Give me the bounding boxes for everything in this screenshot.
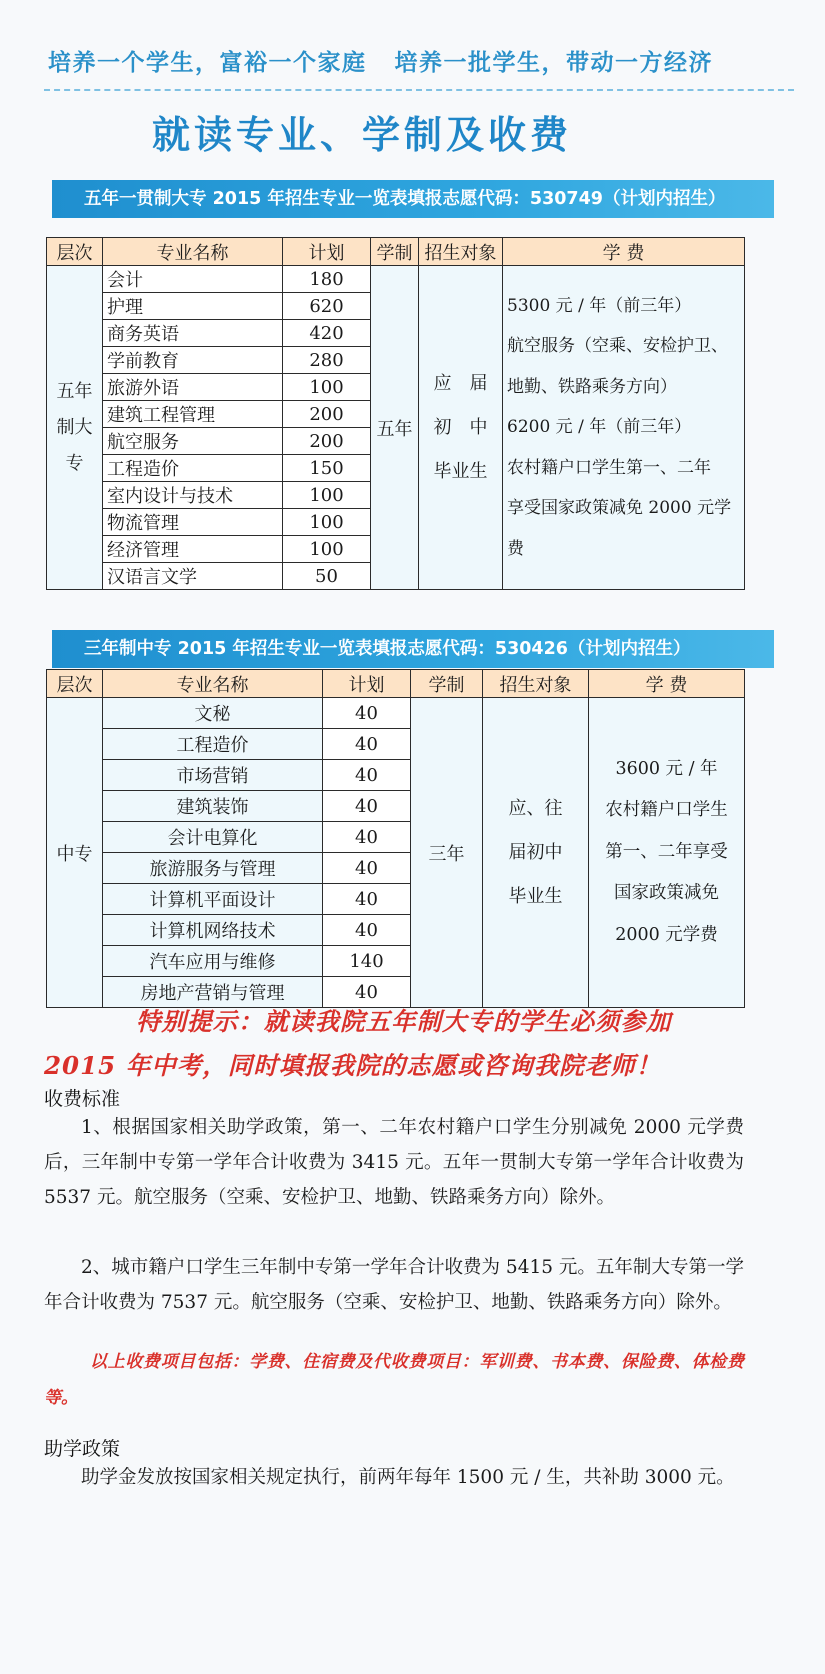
- plan-count: 420: [283, 320, 371, 347]
- major-name: 计算机平面设计: [103, 884, 323, 915]
- header-level: 层次: [47, 238, 103, 266]
- plan-count: 40: [323, 729, 411, 760]
- aid-paragraph: 助学金发放按国家相关规定执行，前两年每年 1500 元 / 生，共补助 3000 元。: [81, 1467, 735, 1488]
- target-cell: 应 届 初 中 毕业生: [419, 266, 503, 590]
- header-plan: 计划: [283, 238, 371, 266]
- notice-line-1: 特别提示：就读我院五年制大专的学生必须参加: [136, 1007, 672, 1036]
- plan-count: 100: [283, 536, 371, 563]
- major-name: 护理: [103, 293, 283, 320]
- table-header-row: [47, 238, 745, 266]
- notice-line-2: 2015 年中考，同时填报我院的志愿或咨询我院老师！: [44, 1051, 662, 1080]
- fee-items-note: 以上收费项目包括：学费、住宿费及代收费项目：军训费、书本费、保险费、体检费等。: [44, 1352, 744, 1408]
- header-fee: 学 费: [503, 238, 745, 266]
- plan-count: 40: [323, 884, 411, 915]
- header-target: 招生对象: [483, 670, 589, 698]
- duration-cell: 五年: [371, 266, 419, 590]
- major-name: 会计: [103, 266, 283, 293]
- page-title: 就读专业、学制及收费: [152, 113, 573, 157]
- header-target: 招生对象: [419, 238, 503, 266]
- plan-count: 40: [323, 822, 411, 853]
- major-name: 经济管理: [103, 536, 283, 563]
- slogan-right: 培养一批学生，带动一方经济: [394, 50, 713, 76]
- major-name: 旅游外语: [103, 374, 283, 401]
- header-fee: 学 费: [589, 670, 745, 698]
- table-header-row: [47, 670, 745, 698]
- aid-section-title: 助学政策: [44, 1438, 121, 1460]
- level-cell: 中专: [47, 698, 103, 1008]
- plan-count: 40: [323, 791, 411, 822]
- major-name: 物流管理: [103, 509, 283, 536]
- fees-paragraph-2: 2、城市籍户口学生三年制中专第一学年合计收费为 5415 元。五年制大专第一学年合计收费为 7537 元。航空服务（空乘、安检护卫、地勤、铁路乘务方向）除外。: [44, 1257, 744, 1313]
- slogan: [48, 44, 713, 77]
- header-major: 专业名称: [103, 238, 283, 266]
- target-cell: 应、往 届初中 毕业生: [483, 698, 589, 1008]
- fees-section-title: 收费标准: [44, 1088, 121, 1110]
- header-major: 专业名称: [103, 670, 323, 698]
- major-name: 工程造价: [103, 455, 283, 482]
- table1-banner: 五年一贯制大专 2015 年招生专业一览表填报志愿代码：530749（计划内招生）: [52, 180, 774, 218]
- level-cell: 五年 制大 专: [47, 266, 103, 590]
- plan-count: 140: [323, 946, 411, 977]
- five-year-table: [46, 237, 745, 590]
- fee-cell: 5300 元 / 年（前三年） 航空服务（空乘、安检护卫、 地勤、铁路乘务方向） 6200 元 / 年（前三年） 农村籍户口学生第一、二年 享受国家政策减免 2000 元学 费: [503, 266, 745, 590]
- major-name: 航空服务: [103, 428, 283, 455]
- header-duration: 学制: [411, 670, 483, 698]
- plan-count: 40: [323, 760, 411, 791]
- table-row: [47, 266, 745, 293]
- plan-count: 100: [283, 374, 371, 401]
- plan-count: 200: [283, 401, 371, 428]
- major-name: 计算机网络技术: [103, 915, 323, 946]
- plan-count: 620: [283, 293, 371, 320]
- plan-count: 40: [323, 977, 411, 1008]
- table2-banner: 三年制中专 2015 年招生专业一览表填报志愿代码：530426（计划内招生）: [52, 630, 774, 668]
- plan-count: 200: [283, 428, 371, 455]
- header-duration: 学制: [371, 238, 419, 266]
- header-plan: 计划: [323, 670, 411, 698]
- plan-count: 100: [283, 509, 371, 536]
- major-name: 建筑工程管理: [103, 401, 283, 428]
- plan-count: 40: [323, 915, 411, 946]
- major-name: 文秘: [103, 698, 323, 729]
- header-level: 层次: [47, 670, 103, 698]
- duration-cell: 三年: [411, 698, 483, 1008]
- special-notice: [44, 1000, 804, 1088]
- table-row: [47, 698, 745, 729]
- major-name: 旅游服务与管理: [103, 853, 323, 884]
- plan-count: 280: [283, 347, 371, 374]
- major-name: 商务英语: [103, 320, 283, 347]
- fees-paragraph-1: 1、根据国家相关助学政策，第一、二年农村籍户口学生分别减免 2000 元学费后，三年制中专第一学年合计收费为 3415 元。五年一贯制大专第一学年合计收费为 5537 元。航空服务（空乘、安检护卫、地勤、铁路乘务方向）除外。: [44, 1117, 744, 1208]
- major-name: 市场营销: [103, 760, 323, 791]
- major-name: 建筑装饰: [103, 791, 323, 822]
- major-name: 汽车应用与维修: [103, 946, 323, 977]
- plan-count: 40: [323, 853, 411, 884]
- major-name: 房地产营销与管理: [103, 977, 323, 1008]
- slogan-left: 培养一个学生，富裕一个家庭: [48, 50, 367, 76]
- slogan-divider: [44, 89, 794, 91]
- plan-count: 100: [283, 482, 371, 509]
- fee-cell: 3600 元 / 年 农村籍户口学生 第一、二年享受 国家政策减免 2000 元学费: [589, 698, 745, 1008]
- plan-count: 40: [323, 698, 411, 729]
- plan-count: 180: [283, 266, 371, 293]
- major-name: 汉语言文学: [103, 563, 283, 590]
- plan-count: 50: [283, 563, 371, 590]
- major-name: 会计电算化: [103, 822, 323, 853]
- major-name: 工程造价: [103, 729, 323, 760]
- plan-count: 150: [283, 455, 371, 482]
- three-year-table: [46, 669, 745, 1008]
- major-name: 室内设计与技术: [103, 482, 283, 509]
- major-name: 学前教育: [103, 347, 283, 374]
